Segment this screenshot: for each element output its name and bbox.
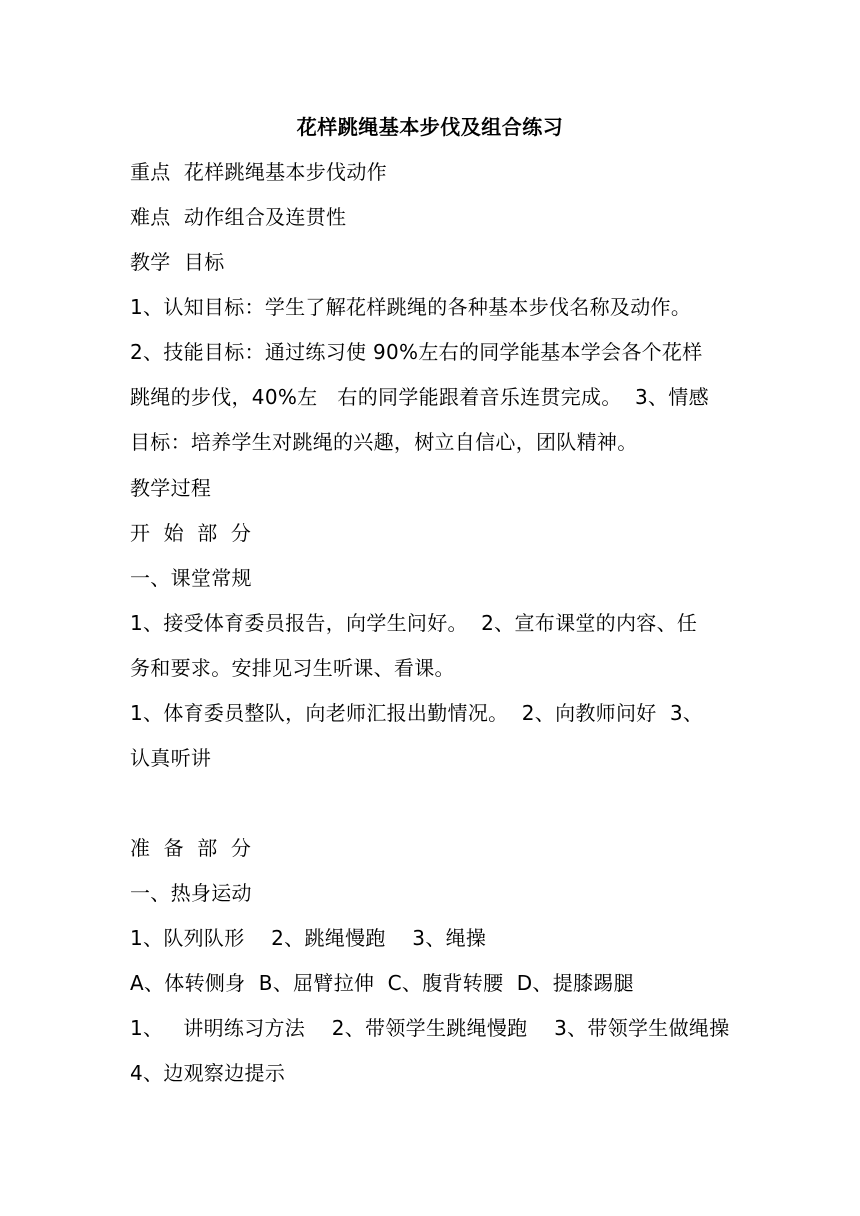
key-point-line: 重点 花样跳绳基本步伐动作 (130, 160, 387, 184)
skill-goal-line-2: 跳绳的步伐，40%左 右的同学能跟着音乐连贯完成。 3、情感 (130, 385, 709, 409)
warmup-items-line: 1、队列队形 2、跳绳慢跑 3、绳操 (130, 926, 487, 950)
routine-teacher-line-2: 务和要求。安排见习生听课、看课。 (130, 656, 455, 680)
skill-goal-line-1: 2、技能目标：通过练习使 90%左右的同学能基本学会各个花样 (130, 340, 703, 364)
opening-section-heading: 开 始 部 分 (130, 521, 252, 545)
teacher-guidance-line: 1、 讲明练习方法 2、带领学生跳绳慢跑 3、带领学生做绳操 (130, 1016, 730, 1040)
emotional-goal-line: 目标：培养学生对跳绳的兴趣，树立自信心，团队精神。 (130, 430, 638, 454)
difficulty-line: 难点 动作组合及连贯性 (130, 205, 347, 229)
routine-student-line-1: 1、体育委员整队，向老师汇报出勤情况。 2、向教师问好 3、 (130, 701, 704, 725)
class-routine-heading: 一、课堂常规 (130, 566, 252, 590)
routine-teacher-line-1: 1、接受体育委员报告，向学生问好。 2、宣布课堂的内容、任 (130, 611, 698, 635)
observation-line: 4、边观察边提示 (130, 1061, 286, 1085)
teaching-goals-heading: 教学 目标 (130, 250, 225, 274)
routine-student-line-2: 认真听讲 (130, 746, 212, 770)
preparation-section-heading: 准 备 部 分 (130, 836, 252, 860)
teaching-process-heading: 教学过程 (130, 476, 212, 500)
warmup-heading: 一、热身运动 (130, 881, 252, 905)
rope-exercise-line: A、体转侧身 B、屈臂拉伸 C、腹背转腰 D、提膝踢腿 (130, 971, 634, 995)
cognitive-goal-line: 1、认知目标：学生了解花样跳绳的各种基本步伐名称及动作。 (130, 295, 692, 319)
document-title: 花样跳绳基本步伐及组合练习 (296, 115, 564, 139)
